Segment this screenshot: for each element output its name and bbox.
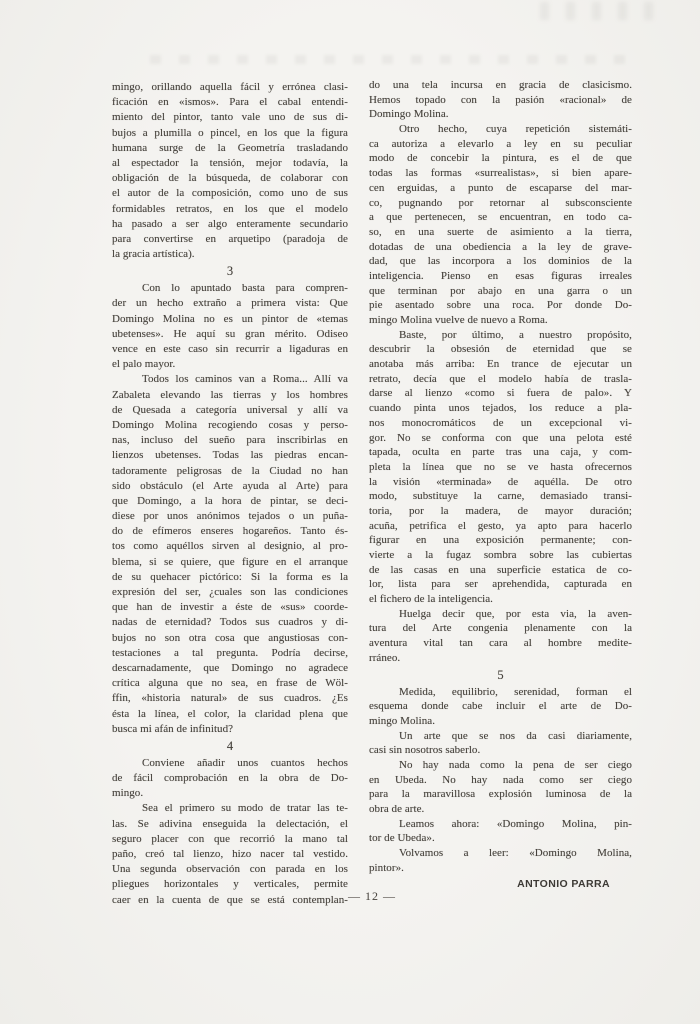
- text-line: tura del Arte congenia plenamente con la: [369, 622, 632, 635]
- text-line: Huelga decir que, por esta via, la aven-: [399, 607, 632, 620]
- text-line: dotadas de una obediencia a la ley de grave-: [369, 240, 632, 253]
- text-line: a que pertenecen, se encuentran, en todo ca-: [369, 211, 632, 224]
- text-line: Leamos ahora: «Domingo Molina, pin-: [399, 817, 632, 830]
- text-line: el fichero de la inteligencia.: [369, 593, 493, 606]
- text-line: las. Se adivina enseguida la delectación, el: [112, 817, 348, 830]
- text-line: No hay nada como la pena de ser ciego: [399, 758, 632, 771]
- text-line: nadas de eternidad? Todos sus cuadros y di-: [112, 616, 348, 629]
- text-line: formidables retratos, en los que el modelo: [112, 202, 348, 215]
- text-line: la gracia artística).: [112, 248, 195, 261]
- text-line: vierte a la fugaz sombra sobre las cubiertas: [369, 549, 632, 561]
- text-line: tor de Ubeda».: [369, 832, 435, 845]
- text-line: Domingo Molina recogiendo cosas y perso-: [112, 418, 348, 431]
- text-line: so, en una suerte de asimiento a la tierra,: [369, 225, 632, 238]
- text-line: de Quesada a categoría universal y allí va: [112, 403, 348, 416]
- text-line: el palo mayor.: [112, 358, 176, 371]
- text-line: co, pugnando por retornar al subsconsciente: [369, 196, 632, 209]
- text-line: diese por unos anónimos tejados o un puña-: [112, 510, 348, 523]
- text-line: Sea el primero su modo de tratar las te-: [142, 802, 348, 815]
- text-line: seguro placer con que recorrió la mano tal: [112, 832, 348, 845]
- text-line: caer en la cuenta de que se está contemplan-: [112, 893, 348, 906]
- text-line: esquema donde cabe incluir el arte de Do-: [369, 700, 632, 713]
- text-line: nos monocromáticos de un excepcional vi-: [369, 416, 632, 429]
- text-line: mingo Molina.: [369, 714, 436, 727]
- scan-smudge-artifact: [540, 2, 660, 20]
- text-line: Zabaleta elevando las tierras y los hombres: [112, 388, 348, 401]
- text-line: Domingo Molina no es un pintor de «temas: [112, 312, 348, 325]
- text-line: humana surge de la Geometría trasladando: [112, 141, 348, 154]
- text-line: cen erguidas, a punto de escaparse del mar-: [369, 181, 632, 194]
- text-line: al espectador la tensión, mejor todavía, la: [112, 156, 348, 169]
- text-line: toria, por la madera, de mayor duración;: [369, 504, 632, 517]
- text-line: gor. No se conforma con que una pelota esté: [369, 431, 632, 444]
- text-line: para convertirse en arquetipo (paradoja de: [112, 232, 348, 245]
- text-line: el autor de la composición, como uno de sus: [112, 187, 348, 200]
- text-line: Con lo apuntado basta para compren-: [142, 282, 348, 295]
- right-column: [369, 78, 632, 890]
- text-line: descarnadamente, que Domingo no agradece: [112, 661, 348, 674]
- text-line: Todos los caminos van a Roma... Allí va: [142, 373, 348, 386]
- text-line: ésta la línea, el color, la claridad plena que: [112, 707, 348, 720]
- text-line: acuña, petrifica el gesto, ya apto para hacerlo: [369, 519, 632, 532]
- text-line: aventura vital tan cara al hombre medite-: [369, 637, 632, 650]
- text-line: testaciones a tal pregunta. Podría decirse,: [112, 646, 348, 659]
- text-line: sido obstáculo (el Arte ayuda al Arte) para: [112, 479, 348, 492]
- text-line: ficación en «ismos». Para el cabal entendi-: [112, 96, 348, 109]
- text-line: mingo.: [112, 787, 144, 800]
- text-line: obligación de la búsqueda, de colaborar con: [112, 172, 348, 185]
- text-line: darse al lienzo «como si fuera de palo». Y: [369, 387, 632, 400]
- text-line: crítica alguna que no sea, en frase de Wöl-: [112, 677, 348, 690]
- scan-bleedthrough-artifact: [150, 55, 642, 64]
- text-line: rráneo.: [369, 651, 401, 664]
- text-line: Un arte que se nos da casi diariamente,: [399, 729, 632, 742]
- text-line: obra de arte.: [369, 803, 425, 815]
- text-line: que terminan por abajo en una garra o un: [369, 284, 632, 297]
- text-line: de fácil comprobación en la obra de Do-: [112, 772, 348, 785]
- page-number: — 12 —: [348, 889, 396, 903]
- text-line: inteligencia. Pienso en esas figuras irreales: [369, 269, 632, 282]
- text-line: ubetenses». He aquí su gran mérito. Odiseo: [112, 327, 348, 340]
- text-line: pie asentado sobre una roca. Por donde Do-: [369, 299, 632, 312]
- text-line: der un hecho extraño a primera vista: Que: [112, 297, 348, 310]
- text-line: dad, que las incorpora a los dominios de la: [369, 255, 632, 268]
- text-line: miento del pintor, tanto vale uno de sus di-: [112, 111, 348, 124]
- author-signature: ANTONIO PARRA: [517, 878, 610, 891]
- left-column: [112, 80, 348, 908]
- text-line: tos como aquéllos sirven al designio, al pro-: [112, 540, 348, 553]
- text-line: lienzos ubetenses. Todas las piedras encan-: [112, 449, 348, 462]
- text-line: modo, substituye la carne, demasiado transi-: [369, 490, 632, 503]
- text-line: blema, si se quiere, que figure en el arranque: [112, 555, 348, 568]
- text-line: mingo Molina vuelve de nuevo a Roma.: [369, 314, 548, 326]
- text-line: en Ubeda. No hay nada como ser ciego: [369, 773, 632, 786]
- text-line: Una segunda observación con parada en los: [112, 863, 348, 876]
- text-line: ha pasado a ser algo enteramente secundario: [112, 217, 348, 230]
- text-line: Volvamos a leer: «Domingo Molina,: [399, 847, 632, 860]
- text-line: pleta la línea que no se ve hasta ofrecernos: [369, 460, 632, 473]
- text-line: bujos a plumilla o pincel, en los que la figura: [112, 126, 348, 139]
- text-line: de las casas en una superficie estatica de co-: [369, 563, 632, 576]
- text-line: bujos no son otra cosa que angustiosas con-: [112, 631, 348, 644]
- text-line: que Domingo, a la hora de pintar, se deci-: [112, 494, 348, 507]
- text-line: figurar en una exposición permanente; con-: [369, 534, 632, 547]
- text-line: descubrir la obsesión de eternidad que se: [369, 343, 632, 356]
- text-line: anotaba más arriba: En trance de ejecutar un: [369, 358, 632, 371]
- text-line: retrato, decía que el modelo había de trasla-: [369, 372, 632, 385]
- text-line: do una tela incursa en gracia de clasicismo.: [369, 79, 632, 91]
- text-line: do de efímeros enseres hogareños. Tanto és-: [112, 525, 348, 538]
- text-line: ca autoriza a elevarlo a ley en su peculiar: [369, 137, 632, 150]
- section-number: 3: [226, 264, 234, 279]
- text-line: tapada, oculta en parte tras una caja, y com-: [369, 446, 632, 459]
- text-line: casi sin nosotros saberlo.: [369, 744, 481, 757]
- text-line: Conviene añadir unos cuantos hechos: [142, 756, 348, 769]
- text-line: pliegues horizontales y verticales, permite: [112, 878, 348, 891]
- text-line: mingo, orillando aquella fácil y errónea clasi-: [112, 81, 348, 93]
- section-number: 4: [226, 738, 234, 753]
- text-line: expresión del ser, ¿cuales son las condiciones: [112, 586, 348, 598]
- text-line: Hemos topado con la pasión «racional» de: [369, 93, 632, 106]
- text-line: que han de investir a éste de «sus» coorde-: [112, 601, 348, 614]
- text-line: ffin, «historia natural» de sus cuadros. ¿Es: [112, 692, 348, 705]
- text-line: pintor».: [369, 861, 404, 874]
- text-line: lor, lista para ser aprehendida, capturada en: [369, 578, 632, 591]
- text-line: de su quehacer pictórico: Si la forma es la: [112, 570, 348, 583]
- text-line: modo de concebir la pintura, es el de que: [369, 152, 632, 165]
- text-line: vence en este caso sin recurrir a ligaduras en: [112, 343, 348, 355]
- text-line: Otro hecho, cuya repetición sistemáti-: [399, 123, 632, 136]
- text-line: nas, incluso del sueño para inscribirlas en: [112, 434, 348, 447]
- text-line: todas las formas «surrealistas», si bien apare-: [369, 167, 632, 180]
- text-line: Domingo Molina.: [369, 108, 449, 121]
- text-line: cuando pinta unos tejados, los reduce a pla-: [369, 402, 632, 415]
- text-line: tadoramente peligrosas de la Ciudad no han: [112, 464, 348, 477]
- text-line: paño, creó tal lienzo, hizo nacer tal vestido.: [112, 848, 348, 860]
- text-line: Medida, equilibrio, serenidad, forman el: [399, 685, 632, 698]
- text-line: Baste, por último, a nuestro propósito,: [399, 328, 632, 341]
- text-line: la visión «terminada» de aquélla. De otro: [369, 475, 632, 488]
- section-number: 5: [497, 667, 504, 682]
- text-line: para la maravillosa explosión luminosa de la: [369, 788, 632, 801]
- text-line: busca mi afán de infinitud?: [112, 722, 234, 735]
